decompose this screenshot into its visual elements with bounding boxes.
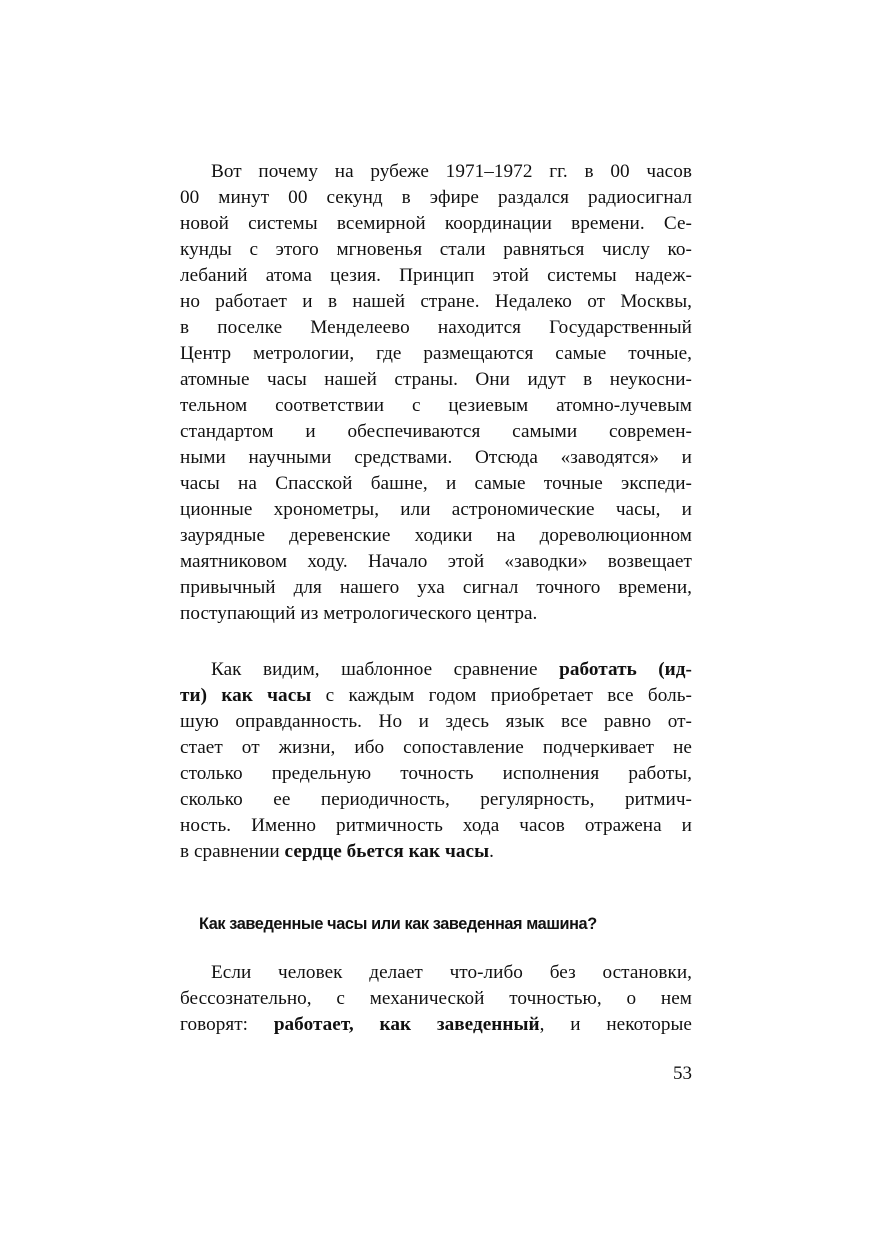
text-span: говорят: — [180, 1014, 274, 1035]
bold-phrase: работает, как заведенный — [273, 1014, 540, 1035]
text-line: часы на Спасской башне, и самые точные экспеди- — [180, 473, 692, 494]
text-line: атомные часы нашей страны. Они идут в неукосни- — [180, 369, 692, 390]
page-number: 53 — [673, 1063, 692, 1084]
text-line: кунды с этого мгновенья стали равняться числу ко- — [180, 239, 692, 260]
text-line: ными научными средствами. Отсюда «заводятся» и — [180, 447, 692, 468]
text-span: Как видим, шаблонное сравнение — [211, 659, 560, 680]
text-line: Если человек делает что-либо без остановки, — [211, 962, 692, 983]
text-line: поступающий из метрологического центра. — [180, 603, 538, 624]
section-heading: Как заведенные часы или как заведенная машина? — [199, 915, 597, 933]
text-line: Центр метрологии, где размещаются самые точные, — [180, 343, 692, 364]
text-line: тельном соответствии с цезиевым атомно-лучевым — [180, 395, 692, 416]
bold-phrase: ти) как часы — [180, 685, 312, 706]
text-line: столько предельную точность исполнения работы, — [180, 763, 692, 784]
text-line: Вот почему на рубеже 1971–1972 гг. в 00 часов — [211, 161, 692, 182]
text-line: сколько ее периодичность, регулярность, ритмич- — [180, 789, 692, 810]
bold-phrase: работать (ид- — [559, 659, 692, 680]
text-line — [211, 657, 692, 683]
text-line — [180, 1012, 692, 1038]
text-line: маятниковом ходу. Начало этой «заводки» возвещает — [180, 551, 692, 572]
text-line: заурядные деревенские ходики на дореволюционном — [180, 525, 692, 546]
text-line — [180, 683, 692, 709]
text-line: новой системы всемирной координации времени. Се- — [180, 213, 692, 234]
text-span: . — [489, 841, 494, 862]
text-span: в сравнении — [180, 841, 285, 862]
text-line: в поселке Менделеево находится Государственный — [180, 317, 692, 338]
text-line: лебаний атома цезия. Принцип этой системы надеж- — [180, 265, 692, 286]
text-line: ность. Именно ритмичность хода часов отражена и — [180, 815, 692, 836]
text-span: , и некоторые — [539, 1014, 693, 1035]
text-line: стандартом и обеспечиваются самыми современ- — [180, 421, 692, 442]
text-line: 00 минут 00 секунд в эфире раздался радиосигнал — [180, 187, 692, 208]
text-line: стает от жизни, ибо сопоставление подчеркивает не — [180, 737, 692, 758]
text-line: ционные хронометры, или астрономические часы, и — [180, 499, 692, 520]
book-page — [180, 0, 692, 1241]
bold-phrase: сердце бьется как часы — [284, 841, 490, 862]
text-span: с каждым годом приобретает все боль- — [311, 685, 692, 706]
text-line — [180, 839, 692, 865]
text-line: шую оправданность. Но и здесь язык все равно от- — [180, 711, 692, 732]
text-line: бессознательно, с механической точностью, о нем — [180, 988, 692, 1009]
text-line: но работает и в нашей стране. Недалеко от Москвы, — [180, 291, 692, 312]
text-line: привычный для нашего уха сигнал точного времени, — [180, 577, 692, 598]
